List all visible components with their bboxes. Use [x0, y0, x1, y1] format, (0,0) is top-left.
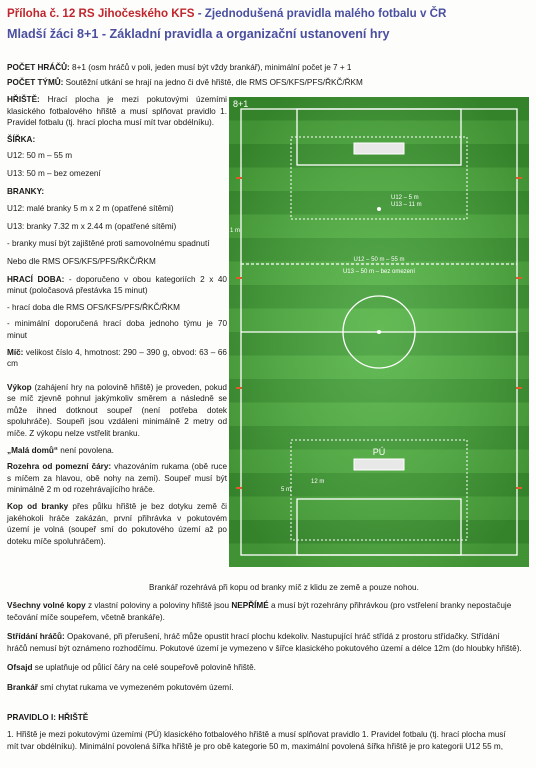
- marker: [516, 277, 522, 279]
- rozehra-paragraph: [7, 461, 227, 496]
- pocet-tymu-line: [7, 77, 363, 89]
- volne-text2: a musí být rozehrány přihrávkou (pro vstřelení branky nepostačuje: [268, 601, 512, 610]
- doba-paragraph: [7, 274, 227, 297]
- mic-label: Míč:: [7, 347, 24, 357]
- ofsajd-line: [7, 662, 533, 674]
- volne-label: Všechny volné kopy: [7, 601, 86, 610]
- volne-neprime: NEPŘÍMÉ: [231, 601, 269, 610]
- pravidlo-title: PRAVIDLO I: HŘIŠTĚ: [7, 713, 89, 722]
- marker: [236, 487, 242, 489]
- doba-rms: - hrací doba dle RMS OFS/KFS/PFS/ŘKČ/ŘKM: [7, 302, 180, 312]
- center-spot: [377, 330, 381, 334]
- pravidlo-text1: 1. Hřiště je mezi pokutovými územími (PÚ) klasického fotbalového hřiště a musí splňovat pravidlo 1. Pravidel fotbalu (tj. hrací plocha musí: [7, 730, 506, 739]
- branky-u12: U12: malé branky 5 m x 2 m (opatřené sítěmi): [7, 204, 174, 214]
- rozehra-label: Rozehra od pomezní čáry:: [7, 462, 112, 472]
- width-u13-label: U13 – 50 m – bez omezení: [342, 269, 416, 275]
- stridani-line: [7, 631, 533, 643]
- penalty-spot-top: [377, 207, 381, 211]
- branky-rms: Nebo dle RMS OFS/KFS/PFS/ŘKČ/ŘKM: [7, 256, 156, 266]
- stridani-label: Střídání hráčů:: [7, 632, 65, 641]
- title-rest: - Zjednodušená pravidla malého fotbalu v ČR: [194, 7, 447, 20]
- width-u12-label: U12 – 50 m – 55 m: [353, 257, 405, 263]
- document-title: [7, 5, 533, 22]
- dist-12-label: 12 m: [311, 479, 325, 485]
- branky-label: BRANKY:: [7, 186, 45, 196]
- doba-text: - doporučeno v obou kategoriích 2 x 40 minut (poločasová přestávka 15 minut): [7, 274, 227, 296]
- pocet-hracu-line: [7, 62, 351, 74]
- kop-label: Kop od branky: [7, 502, 69, 512]
- goal-top: [354, 143, 404, 154]
- brankar-text: smí chytat rukama ve vymezeném pokutovém území.: [37, 683, 234, 692]
- vykop-paragraph: [7, 382, 227, 440]
- pocet-hracu-text: 8+1 (osm hráčů v poli, jeden musí být vždy brankář), minimální počet je 7 + 1: [69, 63, 352, 72]
- pocet-tymu-text: Soutěžní utkání se hrají na jedno či dvě hřiště, dle RMS OFS/KFS/PFS/ŘKČ/ŘKM: [63, 78, 363, 87]
- title-prefix: Příloha č. 12 RS Jihočeského KFS: [7, 7, 195, 20]
- u12-goal-label: U12 – 5 m: [391, 195, 419, 201]
- pravidlo-text2: mít tvar obdélníku). Minimální povolená šířka hřiště je pro obě kategorie 50 m, maximální povolená šířka hřiště je pro kategorii U12 55 m,: [7, 742, 504, 751]
- brankar-label: Brankář: [7, 683, 38, 692]
- marker: [236, 177, 242, 179]
- branky-note: - branky musí být zajištěné proti samovolnému spadnutí: [7, 239, 210, 249]
- document-subtitle: Mladší žáci 8+1 - Základní pravidla a organizační ustanovení hry: [7, 27, 390, 41]
- vykop-text: (zahájení hry na polovině hřiště) je proveden, pokud se míč zjevně pohnul jakýmkoliv směrem a následně se může ihned dotknout soupeř (není potřeba dotek spoluhráče). Soupeři jsou vzdáleni minimálně 2 metry od míče. Z výkopu nelze vstřelit branku.: [7, 382, 227, 439]
- stridani-line2: hráčů nemusí být oznámeno rozhodčímu. Pokutové území je vymezeno v šířce klasického pokutového území a délce 12m (do hloubky hřiště).: [7, 644, 522, 653]
- marker: [236, 387, 242, 389]
- bottom-section: [7, 582, 533, 753]
- branky-u13: U13: branky 7.32 m x 2.44 m (opatřené sítěmi): [7, 221, 177, 231]
- hriste-paragraph: [7, 94, 227, 129]
- marker: [516, 387, 522, 389]
- mic-text: velikost číslo 4, hmotnost: 290 – 390 g, obvod: 63 – 66 cm: [7, 347, 227, 369]
- doba-min: - minimální doporučená hrací doba jednoho týmu je 70 minut: [7, 319, 227, 340]
- sirka-label: ŠÍŘKA:: [7, 134, 36, 144]
- marker: [516, 487, 522, 489]
- mic-paragraph: [7, 347, 227, 370]
- marker: [236, 277, 242, 279]
- volne-text1: z vlastní poloviny a poloviny hřiště jsou: [85, 601, 232, 610]
- stridani-text: Opakované, při přerušení, hráč může opustit hrací plochu kdekoliv. Nastupující hráč střídá z prostoru střídačky. Střídání: [64, 632, 500, 641]
- doba-label: HRACÍ DOBA:: [7, 274, 65, 284]
- pocet-tymu-label: POČET TÝMŮ:: [7, 78, 64, 87]
- hriste-label: HŘIŠTĚ:: [7, 95, 40, 104]
- format-label: 8+1: [233, 99, 249, 109]
- dist-5-label: 5 m: [281, 487, 292, 493]
- ofsajd-label: Ofsajd: [7, 663, 33, 672]
- volne-kopy-line2: tečování míče soupeřem, včetně brankáře).: [7, 613, 165, 622]
- mala-domu-paragraph: [7, 445, 227, 457]
- u13-goal-label: U13 – 11 m: [391, 202, 422, 208]
- sirka-u13: U13: 50 m – bez omezení: [7, 168, 101, 178]
- pitch-diagram: [229, 97, 529, 567]
- sirka-u12: U12: 50 m – 55 m: [7, 151, 73, 161]
- goal-bottom: [354, 459, 404, 470]
- ofsajd-text: se uplatňuje od půlicí čáry na celé soupeřově polovině hřiště.: [32, 663, 256, 672]
- brankar-kop-line: Brankář rozehrává při kopu od branky míč z klidu ze země a pouze nohou.: [149, 583, 419, 592]
- volne-kopy-line: [7, 600, 533, 612]
- mala-domu-text: není povolena.: [57, 445, 114, 455]
- pocet-hracu-label: POČET HRÁČŮ:: [7, 63, 70, 72]
- left-column: [7, 94, 227, 547]
- brankar-line: [7, 682, 533, 694]
- marker: [516, 177, 522, 179]
- mala-domu-label: „Malá domů“: [7, 445, 58, 455]
- rozehra-text: vhazováním rukama (obě ruce s míčem za hlavou, obě nohy na zemi). Soupeř musí být minimálně 2 m od rozehrávajícího hráče.: [7, 462, 227, 495]
- kop-paragraph: [7, 501, 227, 547]
- kop-text: přes půlku hřiště je bez dotyku země či jakéhokoli hráče zakázán, první přihrávka v pokutovém území je volná (soupeř smí do pokutového území až po doteku míče spoluhráčem).: [7, 502, 227, 546]
- vykop-label: Výkop: [7, 382, 32, 392]
- dist-1-label: 1 m: [230, 228, 241, 234]
- pu-label: PÚ: [372, 447, 386, 457]
- hriste-text: Hrací plocha je mezi pokutovými územími klasického fotbalového hřiště a musí splňovat pravidlo 1. Pravidel fotbalu (tj. hrací plocha musí mít tvar obdélníku).: [7, 95, 227, 128]
